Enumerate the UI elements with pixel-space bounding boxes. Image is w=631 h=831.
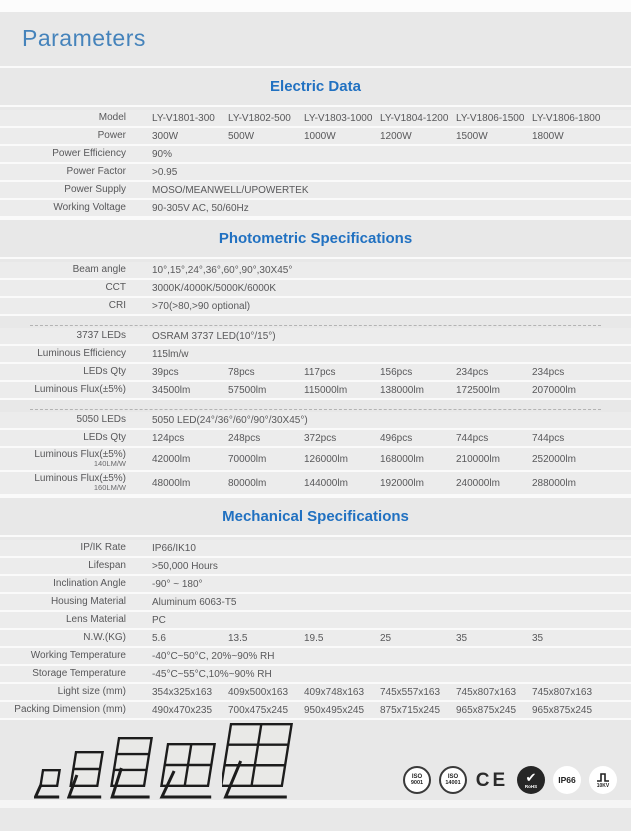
row-values (152, 633, 608, 644)
section-heading: Mechanical Specifications (0, 496, 631, 537)
row-values (152, 301, 250, 312)
row-values (152, 669, 272, 680)
row-values (152, 415, 308, 426)
value-cell: 126000lm (304, 453, 348, 465)
row-label: Power Factor (66, 166, 126, 178)
value-cell: 1800W (532, 130, 564, 142)
row-label: IP/IK Rate (80, 542, 126, 554)
row-label: Beam angle (72, 264, 126, 276)
value-cell: >70(>80,>90 optional) (152, 300, 251, 312)
value-cell: 80000lm (228, 477, 267, 489)
row-label: Luminous Flux(±5%) 160LM/W (34, 472, 126, 493)
value-cell: 78pcs (228, 366, 255, 378)
value-cell: 700x475x245 (228, 704, 289, 716)
value-cell: -90° ~ 180° (152, 578, 203, 590)
table-row (0, 164, 631, 182)
value-cell: 288000lm (532, 477, 576, 489)
value-cell: 210000lm (456, 453, 500, 465)
value-cell: 124pcs (152, 432, 185, 444)
value-cell: 372pcs (304, 432, 337, 444)
value-cell: 745x807x163 (532, 686, 593, 698)
value-cell: 138000lm (380, 384, 424, 396)
value-cell: 168000lm (380, 453, 424, 465)
value-cell: 1000W (304, 130, 336, 142)
row-label: Working Voltage (53, 202, 126, 214)
table-row (0, 684, 631, 702)
dashed-divider (30, 400, 601, 410)
value-cell: 965x875x245 (456, 704, 517, 716)
value-cell: 354x325x163 (152, 686, 213, 698)
sections (0, 66, 631, 720)
spec-section (0, 218, 631, 496)
value-cell: 490x470x235 (152, 704, 213, 716)
page-title: Parameters (22, 25, 146, 51)
value-cell: 25 (380, 632, 392, 644)
value-cell: 172500lm (456, 384, 500, 396)
table-row (0, 280, 631, 298)
value-cell: 3000K/4000K/5000K/6000K (152, 282, 276, 294)
value-cell: -45°C~55°C,10%~90% RH (152, 668, 272, 680)
row-values (152, 433, 608, 444)
value-cell: -40°C~50°C, 20%~90% RH (152, 650, 275, 662)
value-cell: Aluminum 6063-T5 (152, 596, 237, 608)
row-sublabel: 140LM/W (93, 459, 126, 469)
value-cell: >50,000 Hours (152, 560, 218, 572)
row-label: Light size (mm) (57, 686, 126, 698)
row-values (152, 331, 276, 342)
table-row (0, 540, 631, 558)
row-values (152, 478, 608, 489)
value-cell: >0.95 (152, 166, 178, 178)
row-label: Power Supply (64, 184, 126, 196)
value-cell: LY-V1804-1200 (380, 112, 449, 124)
iso14001-icon: ISO 14001 (439, 766, 467, 794)
value-cell: 965x875x245 (532, 704, 593, 716)
table-row (0, 382, 631, 400)
row-label: LEDs Qty (83, 432, 126, 444)
row-label: Working Temperature (30, 650, 126, 662)
row-values (152, 543, 196, 554)
table-row (0, 430, 631, 448)
table-row (0, 128, 631, 146)
spec-table (0, 259, 631, 496)
row-values (152, 185, 309, 196)
floodlight-4-module (159, 743, 217, 799)
row-label: Inclination Angle (53, 578, 126, 590)
table-row (0, 448, 631, 472)
row-label: Lens Material (65, 614, 126, 626)
value-cell: 409x748x163 (304, 686, 365, 698)
value-cell: MOSO/MEANWELL/UPOWERTEK (152, 184, 309, 196)
table-row (0, 666, 631, 684)
row-label: 5050 LEDs (76, 414, 126, 426)
table-row (0, 182, 631, 200)
row-label: 3737 LEDs (76, 330, 126, 342)
row-label: Model (98, 112, 126, 124)
row-values (152, 579, 203, 590)
value-cell: OSRAM 3737 LED(10°/15°) (152, 330, 276, 342)
footer (0, 720, 631, 808)
value-cell: LY-V1803-1000 (304, 112, 373, 124)
rohs-icon: ✔ RoHS (517, 766, 545, 794)
row-label: Power Efficiency (52, 148, 126, 160)
row-label: CCT (105, 282, 126, 294)
value-cell: 950x495x245 (304, 704, 365, 716)
ip66-icon: IP66 (553, 766, 581, 794)
table-row (0, 110, 631, 128)
value-cell: LY-V1806-1500 (456, 112, 525, 124)
row-sublabel: 160LM/W (93, 483, 126, 493)
value-cell: 240000lm (456, 477, 500, 489)
value-cell: 48000lm (152, 477, 191, 489)
row-values (152, 454, 608, 465)
table-row (0, 594, 631, 612)
value-cell: 500W (228, 130, 255, 142)
row-values (152, 265, 292, 276)
value-cell: 192000lm (380, 477, 424, 489)
bottom-strip (0, 800, 631, 808)
row-label: CRI (108, 300, 126, 312)
value-cell: 409x500x163 (228, 686, 289, 698)
value-cell: 252000lm (532, 453, 576, 465)
row-values (152, 367, 608, 378)
row-values (152, 687, 608, 698)
floodlight-2-module (67, 751, 105, 799)
value-cell: 117pcs (304, 366, 336, 378)
row-values (152, 651, 275, 662)
row-label: LEDs Qty (83, 366, 126, 378)
row-label: Luminous Efficiency (37, 348, 126, 360)
section-heading: Photometric Specifications (0, 218, 631, 259)
value-cell: LY-V1801-300 (152, 112, 215, 124)
row-label: Storage Temperature (32, 668, 126, 680)
value-cell: 745x557x163 (380, 686, 441, 698)
value-cell: 115lm/w (152, 348, 189, 360)
table-row (0, 412, 631, 430)
row-values (152, 113, 608, 124)
row-label: Packing Dimension (mm) (14, 704, 126, 716)
floodlight-3-module (110, 737, 154, 799)
value-cell: 207000lm (532, 384, 576, 396)
table-row (0, 346, 631, 364)
row-values (152, 283, 276, 294)
row-values (152, 597, 236, 608)
table-row (0, 298, 631, 316)
value-cell: 248pcs (228, 432, 261, 444)
floodlight-1-module (34, 769, 62, 799)
value-cell: 70000lm (228, 453, 267, 465)
row-label: Luminous Flux(±5%) 140LM/W (34, 448, 126, 469)
floodlight-6-module (222, 723, 294, 799)
spec-table (0, 537, 631, 720)
product-images (34, 723, 294, 799)
spec-section (0, 496, 631, 720)
value-cell: 496pcs (380, 432, 413, 444)
value-cell: 1500W (456, 130, 488, 142)
value-cell: 144000lm (304, 477, 348, 489)
value-cell: 35 (456, 632, 468, 644)
value-cell: IP66/IK10 (152, 542, 196, 554)
value-cell: LY-V1802-500 (228, 112, 291, 124)
top-strip (0, 0, 631, 12)
table-row (0, 576, 631, 594)
row-values (152, 349, 189, 360)
table-row (0, 472, 631, 496)
table-row (0, 630, 631, 648)
value-cell: 300W (152, 130, 179, 142)
value-cell: 234pcs (456, 366, 489, 378)
spec-table (0, 107, 631, 218)
row-values (152, 149, 172, 160)
row-label: Luminous Flux(±5%) (34, 384, 126, 396)
table-row (0, 262, 631, 280)
value-cell: 13.5 (228, 632, 248, 644)
value-cell: 34500lm (152, 384, 191, 396)
section-heading: Electric Data (0, 66, 631, 107)
spec-section (0, 66, 631, 218)
value-cell: 234pcs (532, 366, 565, 378)
row-label: N.W.(KG) (83, 632, 126, 644)
row-label: Housing Material (50, 596, 126, 608)
row-values (152, 131, 608, 142)
row-values (152, 705, 608, 716)
value-cell: 115000lm (304, 384, 348, 396)
row-label: Lifespan (88, 560, 126, 572)
ce-icon: CE (475, 769, 509, 791)
table-row (0, 328, 631, 346)
value-cell: 19.5 (304, 632, 324, 644)
dashed-divider (30, 316, 601, 326)
value-cell: LY-V1806-1800 (532, 112, 601, 124)
table-row (0, 648, 631, 666)
value-cell: 156pcs (380, 366, 413, 378)
row-values (152, 561, 218, 572)
row-values (152, 167, 177, 178)
value-cell: 39pcs (152, 366, 179, 378)
value-cell: 90% (152, 148, 173, 160)
table-row (0, 612, 631, 630)
certifications (403, 766, 617, 794)
value-cell: 90-305V AC, 50/60Hz (152, 202, 249, 214)
row-label: Power (97, 130, 126, 142)
value-cell: 5050 LED(24°/36°/60°/90°/30X45°) (152, 414, 308, 426)
row-values (152, 385, 608, 396)
value-cell: 35 (532, 632, 544, 644)
table-row (0, 146, 631, 164)
table-row (0, 702, 631, 720)
row-values (152, 615, 166, 626)
value-cell: 42000lm (152, 453, 191, 465)
table-row (0, 558, 631, 576)
row-values (152, 203, 249, 214)
value-cell: PC (152, 614, 166, 626)
10kv-icon: 10KV (589, 766, 617, 794)
table-row (0, 364, 631, 382)
value-cell: 57500lm (228, 384, 267, 396)
value-cell: 10°,15°,24°,36°,60°,90°,30X45° (152, 264, 293, 276)
value-cell: 1200W (380, 130, 412, 142)
value-cell: 875x715x245 (380, 704, 441, 716)
value-cell: 744pcs (456, 432, 489, 444)
value-cell: 745x807x163 (456, 686, 517, 698)
value-cell: 5.6 (152, 632, 166, 644)
table-row (0, 200, 631, 218)
value-cell: 744pcs (532, 432, 565, 444)
iso9001-icon: ISO 9001 (403, 766, 431, 794)
